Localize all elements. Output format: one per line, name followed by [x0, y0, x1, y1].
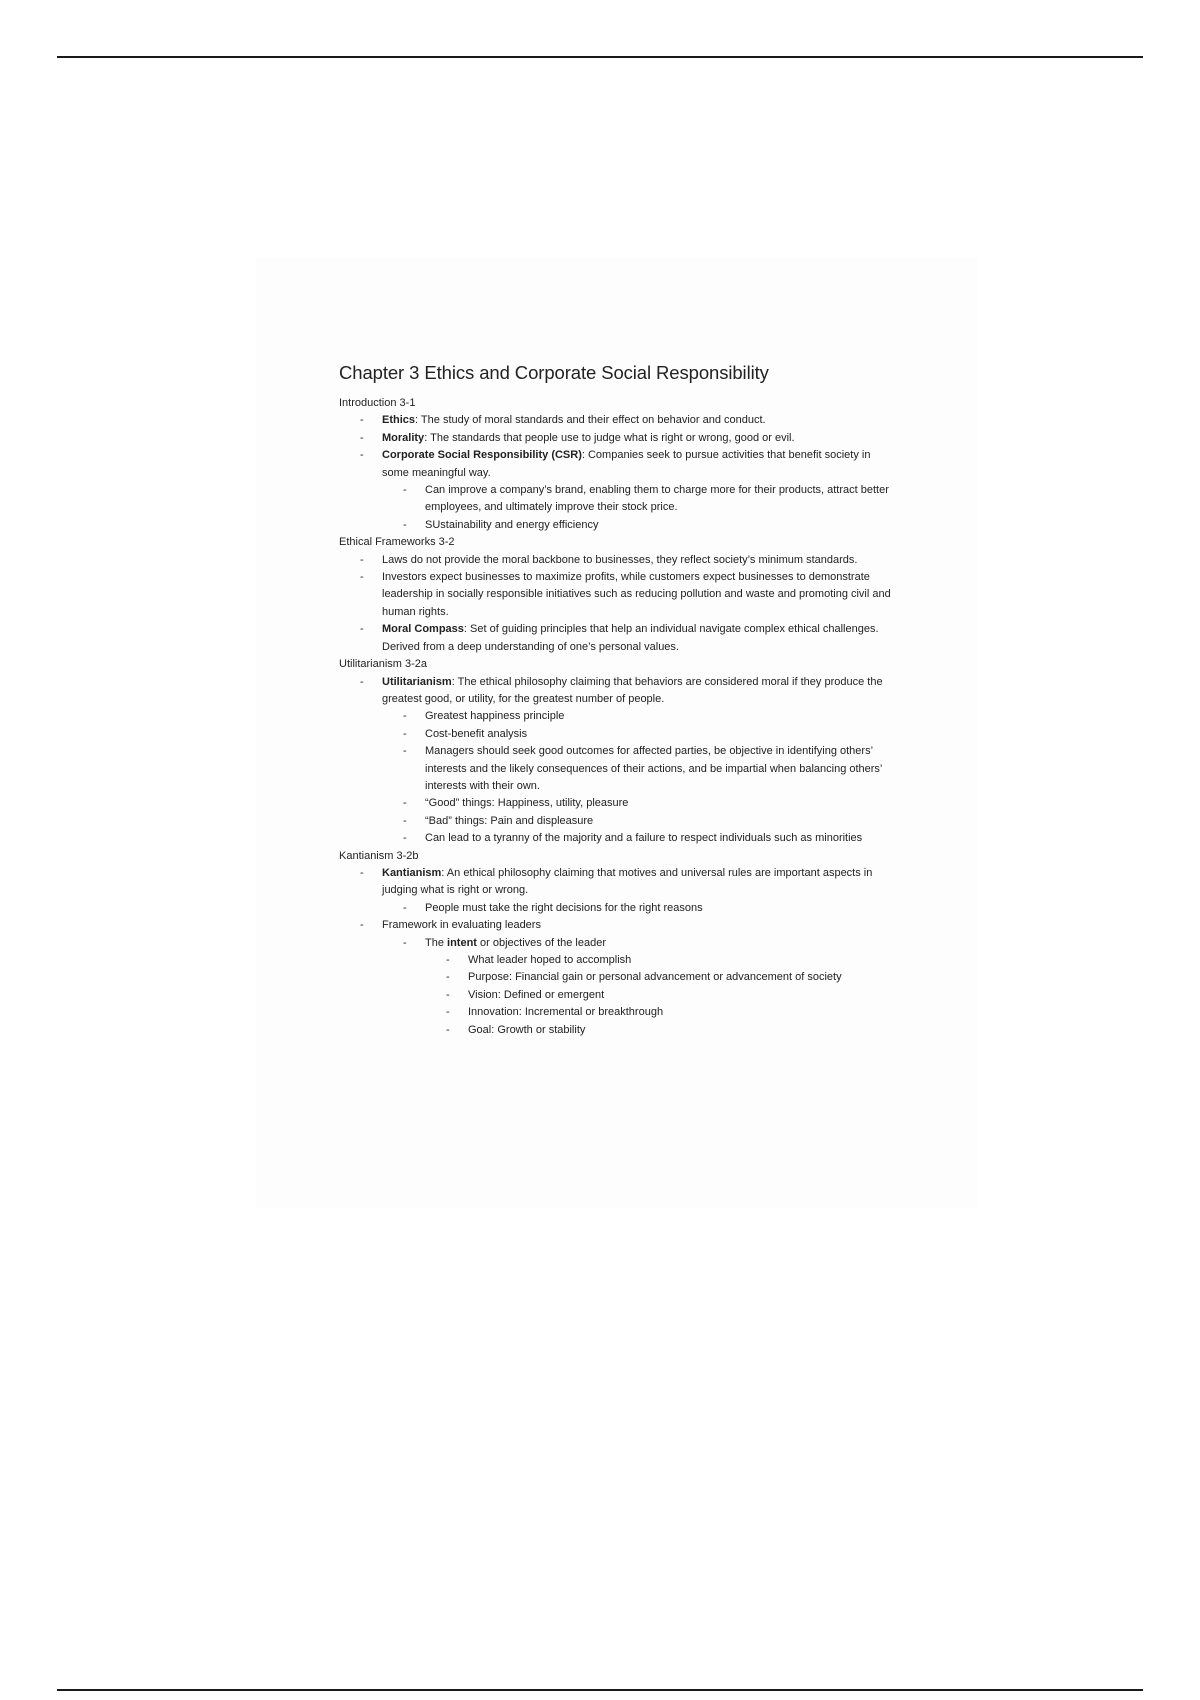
bullet-item	[339, 412, 899, 429]
item-term: Kantianism	[382, 866, 442, 879]
bullet-dash: -	[360, 919, 364, 932]
section	[339, 534, 899, 656]
bullet-item	[339, 952, 899, 969]
item-text: Can lead to a tyranny of the majority and a failure to respect individuals such as minorities	[425, 832, 863, 845]
bullet-dash: -	[403, 936, 407, 949]
item-text: Vision: Defined or emergent	[468, 988, 605, 1001]
item-text: Purpose: Financial gain or personal advancement or advancement of society	[468, 971, 842, 984]
item-term: Corporate Social Responsibility (CSR)	[382, 449, 582, 462]
bullet-item	[339, 726, 899, 743]
section	[339, 848, 899, 1039]
bullet-item	[339, 552, 899, 569]
item-text: “Bad” things: Pain and displeasure	[425, 814, 594, 827]
item-term: intent	[447, 936, 477, 949]
section-heading: Ethical Frameworks 3-2	[339, 536, 455, 549]
bullet-item	[339, 795, 899, 812]
bullet-item	[339, 743, 899, 795]
item-text: People must take the right decisions for the right reasons	[425, 901, 703, 914]
bullet-item	[339, 482, 899, 517]
item-text: SUstainability and energy efficiency	[425, 518, 599, 531]
bullet-dash: -	[360, 623, 364, 636]
bullet-dash: -	[360, 866, 364, 879]
bullet-item	[339, 830, 899, 847]
item-text: Cost-benefit analysis	[425, 727, 528, 740]
bullet-item	[339, 969, 899, 986]
bullet-item	[339, 569, 899, 621]
section-heading: Utilitarianism 3-2a	[339, 658, 428, 671]
bullet-dash: -	[446, 1006, 450, 1019]
bullet-item	[339, 813, 899, 830]
item-text: Investors expect businesses to maximize profits, while customers expect businesses to demonstrate leadership in socially responsible initiatives such as reducing pollution and waste and promoting civil and human rights.	[382, 571, 891, 618]
item-term: Morality	[382, 431, 425, 444]
bullet-item	[339, 708, 899, 725]
bullet-item	[339, 917, 899, 934]
item-text: Innovation: Incremental or breakthrough	[468, 1006, 664, 1019]
section	[339, 656, 899, 847]
bullet-dash: -	[360, 553, 364, 566]
document-title: Chapter 3 Ethics and Corporate Social Responsibility	[339, 362, 769, 383]
bullet-dash: -	[446, 971, 450, 984]
bullet-item	[339, 865, 899, 900]
bullet-dash: -	[403, 797, 407, 810]
item-text: Framework in evaluating leaders	[382, 919, 541, 932]
item-text: : The ethical philosophy claiming that behaviors are considered moral if they produce the greatest good, or utility, for the greatest number of people.	[382, 675, 883, 705]
item-text: Managers should seek good outcomes for affected parties, be objective in identifying others’ interests and the likely consequences of their actions, and be impartial when balancing others’ interests with their own.	[425, 745, 882, 792]
section-heading: Kantianism 3-2b	[339, 849, 419, 862]
item-text: or objectives of the leader	[476, 936, 606, 949]
bullet-dash: -	[446, 1023, 450, 1036]
item-text: “Good” things: Happiness, utility, pleasure	[425, 797, 629, 810]
bullet-item	[339, 430, 899, 447]
bullet-dash: -	[403, 484, 407, 497]
item-term: Moral Compass	[382, 623, 464, 636]
item-text: : Set of guiding principles that help an individual navigate complex ethical challenges. Derived from a deep understanding of one’s personal values.	[382, 623, 879, 653]
item-text: : Companies seek to pursue activities that benefit society in some meaningful way.	[382, 449, 871, 479]
item-text: What leader hoped to accomplish	[468, 954, 632, 966]
section	[339, 395, 899, 534]
bullet-item	[339, 621, 899, 656]
bullet-dash: -	[360, 414, 364, 427]
item-text: Goal: Growth or stability	[468, 1023, 586, 1036]
item-text: : An ethical philosophy claiming that motives and universal rules are important aspects in judging what is right or wrong.	[382, 866, 873, 897]
bullet-dash: -	[403, 901, 407, 914]
section-heading: Introduction 3-1	[339, 397, 416, 409]
bullet-item	[339, 1022, 899, 1039]
bullet-item	[339, 447, 899, 482]
bullet-item	[339, 987, 899, 1004]
bullet-dash: -	[403, 814, 407, 827]
bottom-divider	[57, 1689, 1143, 1691]
bullet-dash: -	[446, 988, 450, 1001]
sections-container	[339, 395, 899, 1039]
item-text: Laws do not provide the moral backbone to businesses, they reflect society’s minimum standards.	[382, 553, 858, 566]
item-prefix: The	[425, 936, 448, 949]
bullet-item	[339, 1004, 899, 1021]
bullet-dash: -	[360, 449, 364, 462]
bullet-item	[339, 517, 899, 534]
bullet-dash: -	[403, 832, 407, 845]
bullet-item	[339, 674, 899, 709]
bullet-dash: -	[403, 518, 407, 531]
item-term: Utilitarianism	[382, 675, 452, 688]
top-divider	[57, 56, 1143, 58]
bullet-dash: -	[360, 431, 364, 444]
bullet-dash: -	[446, 954, 450, 966]
item-term: Ethics	[382, 414, 416, 427]
bullet-dash: -	[360, 571, 364, 584]
item-text: Can improve a company’s brand, enabling them to charge more for their products, attract better employees, and ultimately improve their stock price.	[425, 484, 889, 514]
bullet-dash: -	[360, 675, 364, 688]
bullet-item	[339, 935, 899, 952]
bullet-dash: -	[403, 745, 407, 758]
document-content	[339, 358, 899, 1039]
item-text: : The standards that people use to judge what is right or wrong, good or evil.	[424, 431, 795, 444]
item-text: Greatest happiness principle	[425, 710, 565, 723]
bullet-item	[339, 900, 899, 917]
item-text: : The study of moral standards and their effect on behavior and conduct.	[415, 414, 766, 427]
bullet-dash: -	[403, 727, 407, 740]
bullet-dash: -	[403, 710, 407, 723]
